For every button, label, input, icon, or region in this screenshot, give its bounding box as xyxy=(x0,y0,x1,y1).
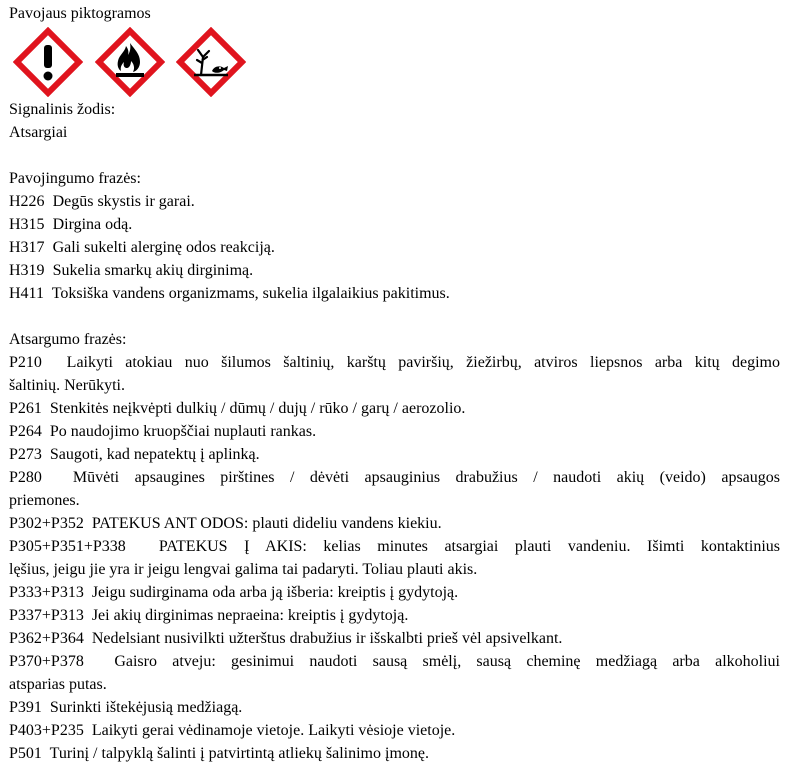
hazard-statement xyxy=(9,259,780,282)
precaution-text: Turinį / talpyklą šalinti į patvirtintą atliekų šalinimo įmonę. xyxy=(49,745,429,762)
precaution-text: PATEKUS Į AKIS: kelias minutes atsargiai plauti vandeniu. Išimti kontaktinius xyxy=(158,538,780,555)
precaution-statement xyxy=(9,719,780,742)
pictograms-heading: Pavojaus piktogramos xyxy=(9,5,151,22)
hazard-statement xyxy=(9,190,780,213)
signal-word-heading: Signalinis žodis: xyxy=(9,101,116,118)
hazard-statement xyxy=(9,213,780,236)
precaution-statement xyxy=(9,604,780,627)
precaution-text: PATEKUS ANT ODOS: plauti dideliu vandens kiekiu. xyxy=(91,515,442,532)
hazard-text: Dirgina odą. xyxy=(52,216,133,233)
signal-word: Atsargiai xyxy=(9,124,68,141)
flame-pictogram-icon xyxy=(95,27,165,97)
precaution-code: P261 xyxy=(9,400,42,417)
precaution-code: P333+P313 xyxy=(9,584,84,601)
precaution-code: P370+P378 xyxy=(9,653,84,670)
hazard-text: Toksiška vandens organizmams, sukelia ilgalaikius pakitimus. xyxy=(51,285,450,302)
precaution-statement-continuation: lęšius, jeigu jie yra ir jeigu lengvai galima tai padaryti. Toliau plauti akis. xyxy=(9,561,478,578)
spacer xyxy=(9,144,780,167)
precaution-text: Mūvėti apsaugines pirštines / dėvėti apsauginius drabužius / naudoti akių (veido) apsaugos xyxy=(72,469,781,486)
precaution-statement-line xyxy=(9,351,780,374)
hazard-text: Sukelia smarkų akių dirginimą. xyxy=(52,262,254,279)
hazard-code: H315 xyxy=(9,216,45,233)
precaution-code: P403+P235 xyxy=(9,722,84,739)
precaution-text: Saugoti, kad nepatektų į aplinką. xyxy=(49,446,260,463)
precaution-statement xyxy=(9,581,780,604)
hazard-heading: Pavojingumo frazės: xyxy=(9,170,141,187)
precaution-statement xyxy=(9,696,780,719)
spacer xyxy=(9,305,780,328)
precaution-text: Jei akių dirginimas nepraeina: kreiptis į gydytoją. xyxy=(91,607,409,624)
precaution-text: Laikyti atokiau nuo šilumos šaltinių, karštų paviršių, žiežirbų, atviros liepsnos arba kitų degimo xyxy=(66,354,781,371)
precaution-code: P264 xyxy=(9,423,42,440)
precaution-statement xyxy=(9,397,780,420)
hazard-statement xyxy=(9,282,780,305)
hazard-text: Degūs skystis ir garai. xyxy=(52,193,195,210)
precaution-code: P210 xyxy=(9,354,42,371)
hazard-code: H317 xyxy=(9,239,45,256)
precaution-text: Laikyti gerai vėdinamoje vietoje. Laikyti vėsioje vietoje. xyxy=(91,722,456,739)
precaution-text: Gaisro atveju: gesinimui naudoti sausą smėlį, sausą cheminę medžiagą arba alkoholiui xyxy=(114,653,780,670)
precaution-statement-continuation: priemones. xyxy=(9,492,80,509)
precaution-text: Surinkti ištekėjusią medžiagą. xyxy=(49,699,243,716)
hazard-code: H319 xyxy=(9,262,45,279)
precaution-code: P273 xyxy=(9,446,42,463)
pictogram-row xyxy=(9,27,780,97)
precaution-statement xyxy=(9,742,780,765)
precaution-text: Nedelsiant nusivilkti užterštus drabužius ir išskalbti prieš vėl apsivelkant. xyxy=(91,630,563,647)
precaution-code: P362+P364 xyxy=(9,630,84,647)
precaution-code: P337+P313 xyxy=(9,607,84,624)
precaution-text: Po naudojimo kruopščiai nuplauti rankas. xyxy=(49,423,317,440)
precaution-text: Jeigu sudirginama oda arba ją išberia: kreiptis į gydytoją. xyxy=(91,584,459,601)
precaution-statement xyxy=(9,512,780,535)
hazard-text: Gali sukelti alerginę odos reakciją. xyxy=(52,239,275,256)
precaution-heading: Atsargumo frazės: xyxy=(9,331,127,348)
precaution-text: Stenkitės neįkvėpti dulkių / dūmų / dujų / rūko / garų / aerozolio. xyxy=(49,400,466,417)
precaution-statement xyxy=(9,443,780,466)
precaution-statement-line xyxy=(9,650,780,673)
precaution-statement-line xyxy=(9,466,780,489)
precaution-code: P391 xyxy=(9,699,42,716)
exclamation-pictogram-icon xyxy=(13,27,83,97)
precaution-statement-line xyxy=(9,535,780,558)
precaution-code: P501 xyxy=(9,745,42,762)
environment-pictogram-icon xyxy=(176,27,246,97)
precaution-statement-continuation: atsparias putas. xyxy=(9,676,107,693)
sds-label-section xyxy=(9,2,780,765)
precaution-code: P305+P351+P338 xyxy=(9,538,126,555)
precaution-statement xyxy=(9,627,780,650)
precaution-code: P280 xyxy=(9,469,42,486)
precaution-statement xyxy=(9,420,780,443)
precaution-statement-continuation: šaltinių. Nerūkyti. xyxy=(9,377,125,394)
hazard-code: H226 xyxy=(9,193,45,210)
hazard-code: H411 xyxy=(9,285,44,302)
hazard-statement xyxy=(9,236,780,259)
precaution-code: P302+P352 xyxy=(9,515,84,532)
